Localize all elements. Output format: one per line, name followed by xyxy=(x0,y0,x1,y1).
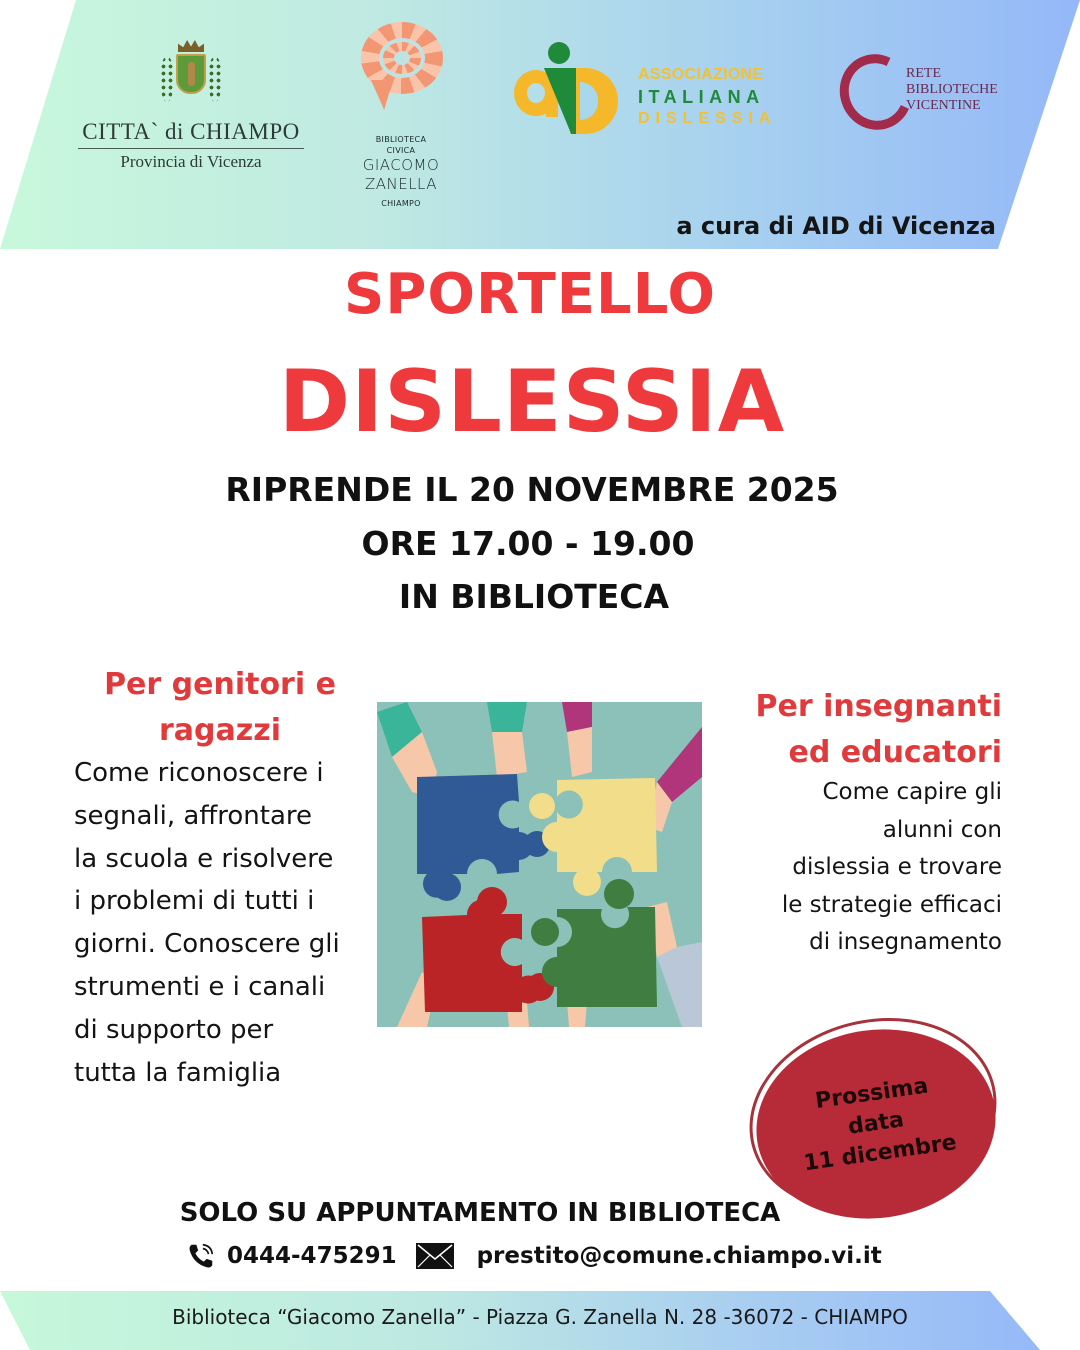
aid-mark-icon xyxy=(510,40,615,135)
library-line-3: GIACOMO xyxy=(362,156,440,174)
teachers-heading-line: ed educatori xyxy=(788,735,1002,770)
badge-line: Prossima xyxy=(813,1073,930,1115)
city-name: CITTA` di CHIAMPO xyxy=(78,119,304,149)
rete-biblioteche-logo xyxy=(836,52,1046,132)
footer-address: Biblioteca “Giacomo Zanella” - Piazza G. Zanella N. 28 -36072 - CHIAMPO xyxy=(172,1305,908,1329)
library-line-5: CHIAMPO xyxy=(381,199,421,208)
restart-date: RIPRENDE IL 20 NOVEMBRE 2025 xyxy=(225,470,839,509)
library-line-1: BIBLIOTECA xyxy=(375,135,427,144)
text-line: Come capire gli xyxy=(822,779,1002,805)
rete-line-3: VICENTINE xyxy=(906,98,981,113)
text-line: la scuola e risolvere xyxy=(74,843,334,874)
phone-icon xyxy=(185,1240,217,1272)
title-sportello: SPORTELLO xyxy=(343,262,716,327)
puzzle-hands-image xyxy=(377,702,702,1027)
text-line: di insegnamento xyxy=(809,929,1002,956)
badge-line: 11 dicembre xyxy=(802,1130,959,1177)
text-line: di supporto per xyxy=(74,1014,274,1045)
parents-heading-line: ragazzi xyxy=(159,713,281,748)
text-line: giorni. Conoscere gli xyxy=(74,929,340,960)
aid-line-1: ASSOCIAZIONE xyxy=(638,66,764,83)
text-line: le strategie efficaci xyxy=(781,891,1002,918)
text-line: strumenti e i canali xyxy=(74,971,326,1002)
text-line: dislessia e trovare xyxy=(792,854,1002,881)
library-line-2: CIVICA xyxy=(386,146,416,155)
teachers-heading xyxy=(740,684,1002,776)
coat-of-arms-icon xyxy=(156,40,226,115)
badge-line: data xyxy=(846,1107,906,1140)
teachers-heading-line: Per insegnanti xyxy=(755,689,1002,724)
text-line: tutta la famiglia xyxy=(74,1057,282,1088)
text-line: i problemi di tutti i xyxy=(74,886,315,917)
appointment-notice: SOLO SU APPUNTAMENTO IN BIBLIOTECA xyxy=(179,1198,781,1228)
phone-number[interactable]: 0444-475291 xyxy=(227,1243,397,1269)
aid-line-2: ITALIANA xyxy=(638,87,765,107)
city-chiampo-logo xyxy=(78,40,304,172)
city-province: Provincia di Vicenza xyxy=(120,152,262,171)
rete-line-2: BIBLIOTECHE xyxy=(906,82,998,97)
parents-description xyxy=(74,752,374,1094)
hours: ORE 17.00 - 19.00 xyxy=(361,524,695,563)
curated-by: a cura di AID di Vicenza xyxy=(676,212,996,240)
parents-heading xyxy=(82,662,358,754)
email-address[interactable]: prestito@comune.chiampo.vi.it xyxy=(476,1243,882,1269)
title-dislessia: DISLESSIA xyxy=(278,352,786,452)
library-zanella-logo xyxy=(345,20,457,209)
contact-row xyxy=(185,1238,882,1274)
parents-heading-line: Per genitori e xyxy=(104,667,336,702)
text-line: Come riconoscere i xyxy=(74,758,324,788)
library-line-4: ZANELLA xyxy=(364,175,438,193)
text-line: segnali, affrontare xyxy=(74,800,313,831)
aid-line-3: DISLESSIA xyxy=(638,110,777,127)
nautilus-shell-icon xyxy=(357,20,445,118)
location: IN BIBLIOTECA xyxy=(398,577,670,616)
envelope-icon xyxy=(415,1241,455,1271)
rete-line-1: RETE xyxy=(906,66,941,81)
text-line: alunni con xyxy=(882,816,1002,843)
aid-logo xyxy=(510,40,790,135)
teachers-description xyxy=(740,774,1002,962)
